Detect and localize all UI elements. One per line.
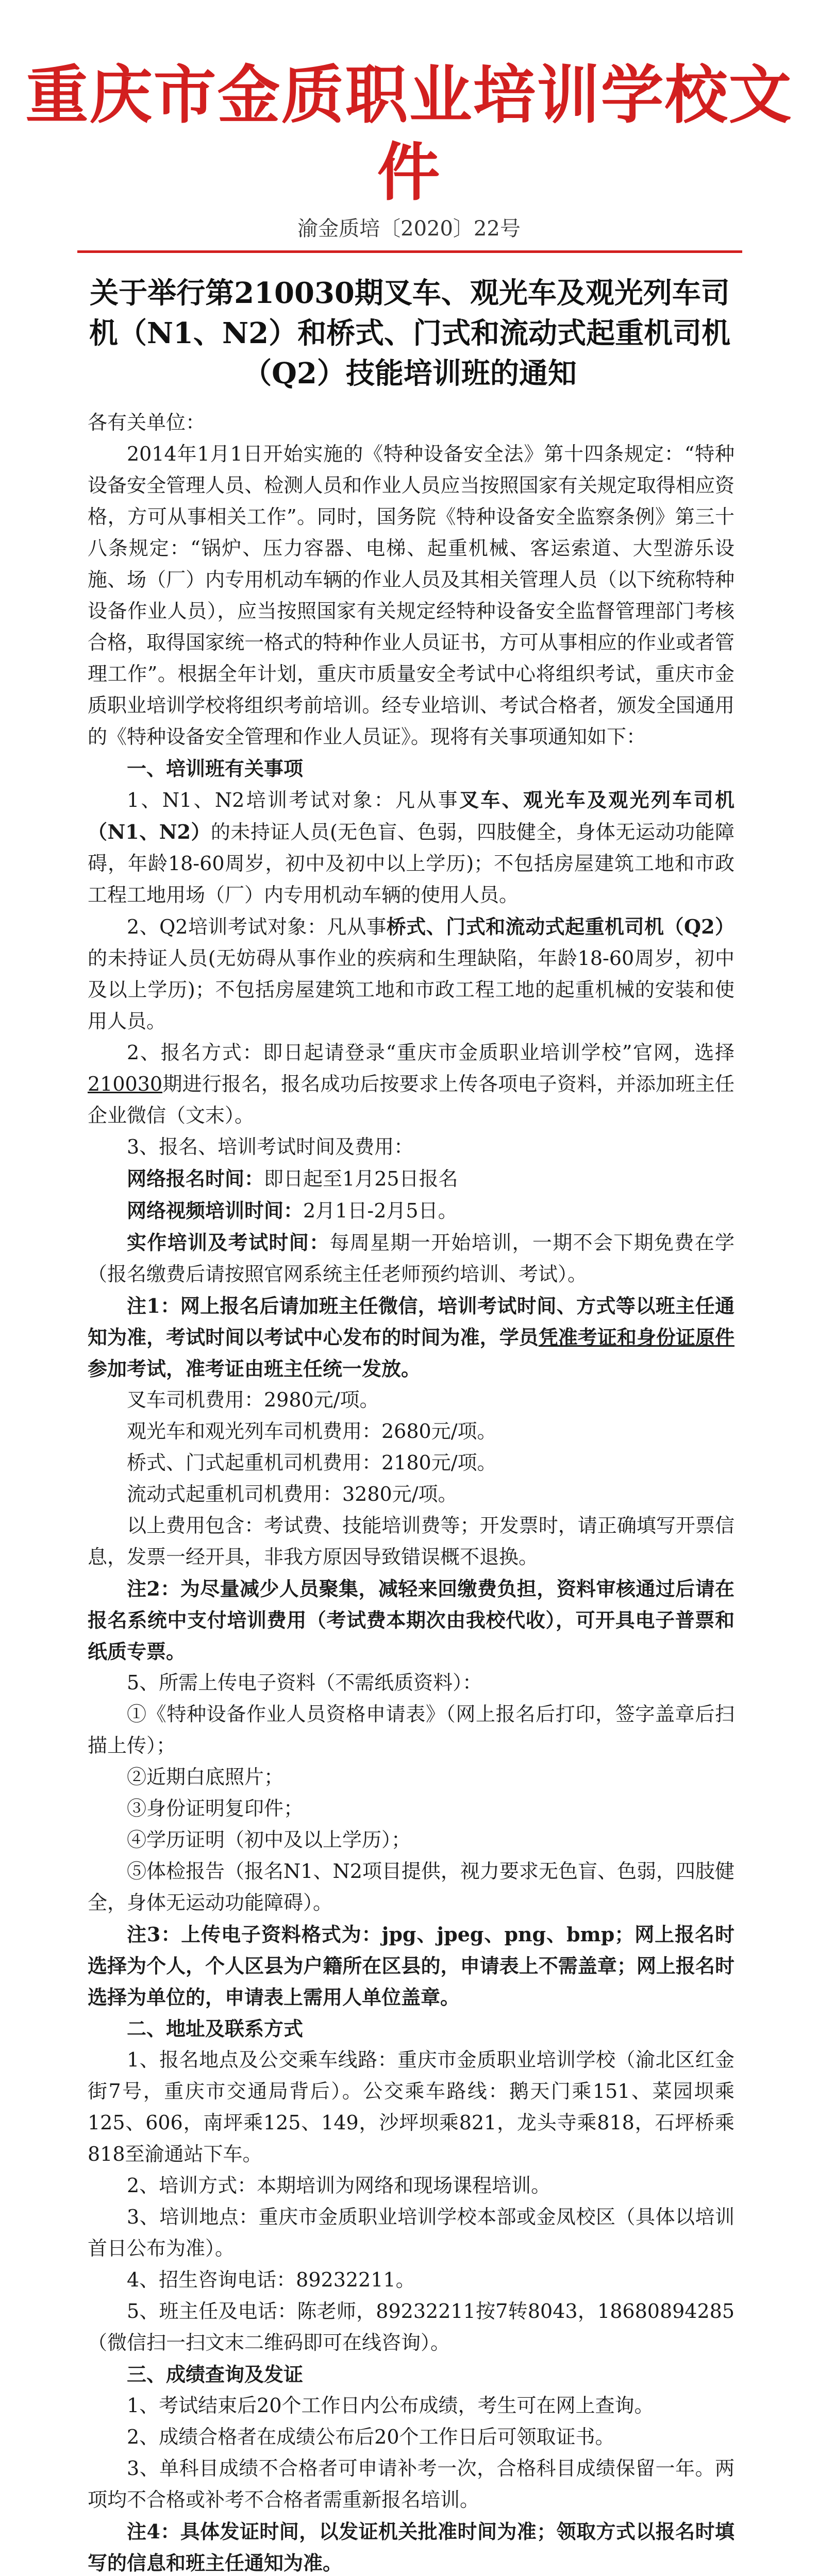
list-item: ④学历证明（初中及以上学历）； — [127, 1828, 411, 1851]
online-registration-time: 网络报名时间：即日起至1月25日报名 — [127, 1167, 458, 1190]
note-1: 注1：网上报名后请加班主任微信，培训考试时间、方式等以班主任通知为准，考试时间以考试中心发布的时间为准，学员凭准考证和身份证原件参加考试，准考证由班主任统一发放。 — [88, 1294, 734, 1380]
list-item: ⑤体检报告（报名N1、N2项目提供，视力要求无色盲、色弱，四肢健全，身体无运动功能障碍）。 — [88, 1860, 734, 1914]
online-video-time: 网络视频培训时间：2月1日-2月5日。 — [127, 1199, 458, 1222]
results-item: 3、单科目成绩不合格者可申请补考一次，合格科目成绩保留一年。两项均不合格或补考不合格者需重新报名培训。 — [88, 2457, 734, 2511]
training-mode: 2、培训方式：本期培训为网络和现场课程培训。 — [127, 2174, 551, 2197]
fee-note: 以上费用包含：考试费、技能培训费等；开发票时，请正确填写开票信息，发票一经开具，非我方原因导致错误概不退换。 — [88, 1514, 734, 1568]
teacher-contact: 5、班主任及电话：陈老师，89232211按7转8043，18680894285（微信扫一扫文末二维码即可在线咨询）。 — [88, 2300, 734, 2354]
results-item: 2、成绩合格者在成绩公布后20个工作日后可领取证书。 — [127, 2426, 615, 2448]
note-4: 注4：具体发证时间，以发证机关批准时间为准；领取方式以报名时填写的信息和班主任通知为准。 — [88, 2520, 734, 2574]
notice-title: 关于举行第210030期叉车、观光车及观光列车司机（N1、N2）和桥式、门式和流动式起重机司机（Q2）技能培训班的通知 — [89, 276, 731, 391]
fee-bridge-crane: 桥式、门式起重机司机费用：2180元/项。 — [127, 1451, 497, 1474]
list-item: ①《特种设备作业人员资格申请表》（网上报名后打印，签字盖章后扫描上传）； — [88, 1703, 734, 1757]
fee-mobile-crane: 流动式起重机司机费用：3280元/项。 — [127, 1483, 458, 1505]
document-header-title: 重庆市金质职业培训学校文件 — [25, 59, 793, 209]
intro-paragraph: 2014年1月1日开始实施的《特种设备安全法》第十四条规定：“特种设备安全管理人员、检测人员和作业人员应当按照国家有关规定取得相应资格，方可从事相关工作”。同时，国务院《特种设备安全监察条例》第三十八条规定：“锅炉、压力容器、电梯、起重机械、客运索道、大型游乐设施、场（厂）内专用机动车辆的作业人员及其相关管理人员（以下统称特种设备作业人员），应当按照国家有关规定经特种设备安全监督管理部门考核合格，取得国家统一格式的特种作业人员证书，方可从事相应的作业或者管理工作”。根据全年计划，重庆市质量安全考试中心将组织考试，重庆市金质职业培训学校将组织考前培训。经专业培训、考试合格者，颁发全国通用的《特种设备安全管理和作业人员证》。现将有关事项通知如下： — [88, 443, 734, 748]
note-3: 注3：上传电子资料格式为：jpg、jpeg、png、bmp；网上报名时选择为个人，个人区县为户籍所在区县的，申请表上不需盖章；网上报名时选择为单位的，申请表上需用人单位盖章。 — [88, 1923, 734, 2009]
consult-phone: 4、招生咨询电话：89232211。 — [127, 2268, 415, 2291]
contact-address: 1、报名地点及公交乘车线路：重庆市金质职业培训学校（渝北区红金街7号，重庆市交通局背后）。公交乘车路线：鹅天门乘151、菜园坝乘125、606，南坪乘125、149，沙坪坝乘821，龙头寺乘818，石坪桥乘818至渝通站下车。 — [88, 2048, 734, 2165]
header-red-divider — [77, 250, 742, 253]
schedule-fee-heading: 3、报名、培训考试时间及费用： — [127, 1136, 414, 1158]
fee-forklift: 叉车司机费用：2980元/项。 — [127, 1388, 379, 1411]
training-target-q2: 2、Q2培训考试对象：凡从事桥式、门式和流动式起重机司机（Q2）的未持证人员(无妨碍从事作业的疾病和生理缺陷，年龄18-60周岁，初中及以上学历)；不包括房屋建筑工地和市政工程工地的起重机械的安装和使用人员。 — [88, 915, 734, 1032]
practice-exam-time: 实作培训及考试时间：每周星期一开始培训，一期不会下期免费在学（报名缴费后请按照官网系统主任老师预约培训、考试）。 — [88, 1231, 734, 1285]
training-target-n: 1、N1、N2培训考试对象：凡从事叉车、观光车及观光列车司机（N1、N2）的未持证人员(无色盲、色弱，四肢健全，身体无运动功能障碍，年龄18-60周岁，初中及初中以上学历)；不包括房屋建筑工地和市政工程工地用场（厂）内专用机动车辆的使用人员。 — [88, 788, 734, 906]
salutation: 各有关单位： — [88, 411, 206, 434]
results-item: 1、考试结束后20个工作日内公布成绩，考生可在网上查询。 — [127, 2394, 654, 2417]
fee-sightseeing: 观光车和观光列车司机费用：2680元/项。 — [127, 1420, 497, 1443]
section-heading-training: 一、培训班有关事项 — [127, 757, 304, 780]
note-2: 注2：为尽量减少人员聚集，减轻来回缴费负担，资料审核通过后请在报名系统中支付培训费用（考试费本期次由我校代收），可开具电子普票和纸质专票。 — [88, 1577, 734, 1663]
upload-materials-heading: 5、所需上传电子资料（不需纸质资料）： — [127, 1671, 482, 1694]
training-location: 3、培训地点：重庆市金质职业培训学校本部或金凤校区（具体以培训首日公布为准）。 — [88, 2206, 734, 2260]
section-heading-contact: 二、地址及联系方式 — [127, 2017, 304, 2040]
document-number: 渝金质培〔2020〕22号 — [297, 217, 521, 241]
list-item: ②近期白底照片； — [127, 1766, 284, 1788]
notice-body — [88, 407, 734, 2576]
registration-method: 2、报名方式：即日起请登录“重庆市金质职业培训学校”官网，选择210030期进行报名，报名成功后按要求上传各项电子资料，并添加班主任企业微信（文末）。 — [88, 1041, 734, 1127]
list-item: ③身份证明复印件； — [127, 1797, 304, 1820]
section-heading-results: 三、成绩查询及发证 — [127, 2363, 304, 2386]
